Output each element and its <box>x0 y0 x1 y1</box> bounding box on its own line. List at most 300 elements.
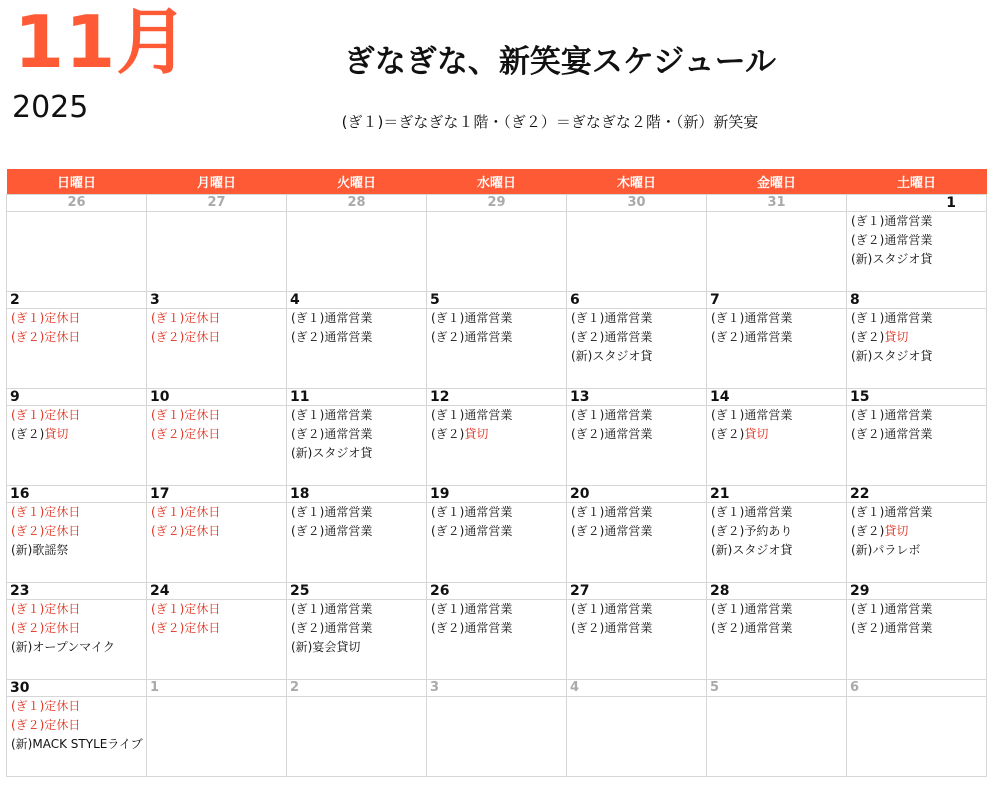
day-cell[interactable] <box>707 292 847 389</box>
schedule-entry <box>847 600 986 619</box>
schedule-entry <box>7 697 146 716</box>
schedule-entry <box>427 503 566 522</box>
schedule-entry <box>847 619 986 638</box>
status-text: 貸切 <box>744 427 769 441</box>
schedule-entry <box>707 600 846 619</box>
schedule-entry <box>7 328 146 347</box>
venue-prefix: (ぎ２) <box>11 524 45 538</box>
schedule-entry <box>847 347 986 366</box>
day-cell[interactable] <box>7 292 147 389</box>
schedule-entry <box>567 503 706 522</box>
venue-prefix: (ぎ２) <box>151 330 185 344</box>
day-cell[interactable] <box>7 486 147 583</box>
day-cell[interactable] <box>567 389 707 486</box>
venue-prefix: (ぎ２) <box>851 524 885 538</box>
day-cell[interactable] <box>847 292 987 389</box>
venue-prefix: (ぎ２) <box>711 330 745 344</box>
day-number: 29 <box>847 583 986 600</box>
venue-prefix: (ぎ１) <box>11 699 45 713</box>
schedule-entry <box>7 619 146 638</box>
day-cell[interactable] <box>707 195 847 292</box>
schedule-entry <box>707 619 846 638</box>
venue-prefix: (新) <box>851 252 873 266</box>
weekday-sunday: 日曜日 <box>7 169 147 195</box>
venue-prefix: (ぎ２) <box>851 621 885 635</box>
status-text: 貸切 <box>884 524 909 538</box>
day-number: 1 <box>847 195 986 212</box>
day-number: 25 <box>287 583 426 600</box>
weekday-saturday: 土曜日 <box>847 169 987 195</box>
schedule-entry <box>707 541 846 560</box>
day-cell[interactable] <box>707 583 847 680</box>
status-text: 通常営業 <box>324 621 373 635</box>
day-cell[interactable] <box>427 195 567 292</box>
venue-prefix: (ぎ１) <box>11 505 45 519</box>
venue-prefix: (新) <box>11 543 33 557</box>
status-text: 通常営業 <box>744 621 793 635</box>
schedule-entry <box>567 522 706 541</box>
status-text: 通常営業 <box>604 505 653 519</box>
day-cell[interactable] <box>567 292 707 389</box>
status-text: 通常営業 <box>324 602 373 616</box>
venue-prefix: (ぎ１) <box>431 602 465 616</box>
day-number: 13 <box>567 389 706 406</box>
day-number: 10 <box>147 389 286 406</box>
venue-prefix: (ぎ１) <box>151 311 185 325</box>
status-text: 通常営業 <box>744 330 793 344</box>
status-text: パラレボ <box>872 543 921 557</box>
day-cell[interactable] <box>7 389 147 486</box>
venue-prefix: (新) <box>291 446 313 460</box>
schedule-entry <box>287 328 426 347</box>
venue-prefix: (ぎ１) <box>851 214 885 228</box>
status-text: 通常営業 <box>464 602 513 616</box>
schedule-entry <box>7 716 146 735</box>
venue-prefix: (ぎ２) <box>851 233 885 247</box>
schedule-entry <box>567 347 706 366</box>
schedule-entry <box>847 231 986 250</box>
status-text: 定休日 <box>184 330 221 344</box>
venue-prefix: (ぎ２) <box>151 427 185 441</box>
schedule-entry <box>567 619 706 638</box>
day-cell[interactable] <box>7 680 147 777</box>
schedule-entry <box>147 600 286 619</box>
status-text: 定休日 <box>44 602 81 616</box>
day-number: 17 <box>147 486 286 503</box>
schedule-entry <box>147 425 286 444</box>
venue-prefix: (ぎ２) <box>431 524 465 538</box>
schedule-entry <box>7 638 146 657</box>
status-text: 通常営業 <box>324 505 373 519</box>
day-number: 22 <box>847 486 986 503</box>
venue-prefix: (ぎ２) <box>291 621 325 635</box>
week-row <box>7 389 987 486</box>
schedule-entry <box>847 522 986 541</box>
day-cell[interactable] <box>567 195 707 292</box>
day-number: 26 <box>427 583 566 600</box>
schedule-entry <box>847 328 986 347</box>
day-cell[interactable] <box>287 195 427 292</box>
day-number: 6 <box>847 680 986 697</box>
day-number: 1 <box>147 680 286 697</box>
status-text: スタジオ貸 <box>872 349 933 363</box>
day-cell[interactable] <box>147 583 287 680</box>
day-number: 19 <box>427 486 566 503</box>
venue-prefix: (ぎ２) <box>151 524 185 538</box>
status-text: 通常営業 <box>604 524 653 538</box>
status-text: 定休日 <box>44 408 81 422</box>
day-number: 3 <box>427 680 566 697</box>
day-number: 31 <box>707 195 846 212</box>
venue-prefix: (ぎ２) <box>151 621 185 635</box>
venue-prefix: (ぎ２) <box>431 427 465 441</box>
day-cell[interactable] <box>287 389 427 486</box>
schedule-entry <box>567 425 706 444</box>
week-row <box>7 195 987 292</box>
schedule-entry <box>847 406 986 425</box>
day-cell[interactable] <box>707 486 847 583</box>
day-cell[interactable] <box>7 583 147 680</box>
day-number: 2 <box>7 292 146 309</box>
venue-prefix: (ぎ２) <box>711 621 745 635</box>
day-number: 30 <box>7 680 146 697</box>
legend-text: (ぎ１)＝ぎなぎな１階・（ぎ２）＝ぎなぎな２階・（新）新笑宴 <box>341 113 759 131</box>
day-cell[interactable] <box>707 389 847 486</box>
schedule-entry <box>847 250 986 269</box>
schedule-entry <box>287 425 426 444</box>
status-text: 定休日 <box>44 621 81 635</box>
schedule-entry <box>147 619 286 638</box>
page-title: ぎなぎな、新笑宴スケジュール <box>343 44 777 80</box>
venue-prefix: (ぎ１) <box>431 408 465 422</box>
schedule-entry <box>7 406 146 425</box>
status-text: 通常営業 <box>324 427 373 441</box>
status-text: 通常営業 <box>744 505 793 519</box>
weekday-header-row <box>7 169 987 195</box>
venue-prefix: (ぎ１) <box>851 311 885 325</box>
status-text: 定休日 <box>44 330 81 344</box>
status-text: 通常営業 <box>884 602 933 616</box>
day-number: 16 <box>7 486 146 503</box>
day-cell[interactable] <box>287 680 427 777</box>
venue-prefix: (ぎ１) <box>151 505 185 519</box>
day-number: 5 <box>707 680 846 697</box>
status-text: 通常営業 <box>884 621 933 635</box>
day-cell[interactable] <box>147 195 287 292</box>
day-cell[interactable] <box>147 292 287 389</box>
venue-prefix: (ぎ２) <box>431 621 465 635</box>
venue-prefix: (ぎ１) <box>11 311 45 325</box>
day-number: 24 <box>147 583 286 600</box>
schedule-entry <box>147 503 286 522</box>
venue-prefix: (ぎ１) <box>711 505 745 519</box>
schedule-entry <box>7 735 146 754</box>
venue-prefix: (ぎ１) <box>711 602 745 616</box>
day-number: 11 <box>287 389 426 406</box>
status-text: 通常営業 <box>464 408 513 422</box>
day-cell[interactable] <box>427 292 567 389</box>
schedule-entry <box>847 425 986 444</box>
status-text: 定休日 <box>44 718 81 732</box>
day-cell[interactable] <box>427 680 567 777</box>
day-number: 18 <box>287 486 426 503</box>
schedule-entry <box>287 638 426 657</box>
year-label: 2025 <box>12 90 89 125</box>
day-cell[interactable] <box>7 195 147 292</box>
day-number: 27 <box>147 195 286 212</box>
status-text: スタジオ貸 <box>732 543 793 557</box>
schedule-entry <box>567 328 706 347</box>
schedule-entry <box>567 309 706 328</box>
status-text: 定休日 <box>184 505 221 519</box>
venue-prefix: (ぎ２) <box>11 718 45 732</box>
day-cell[interactable] <box>847 195 987 292</box>
status-text: MACK STYLEライブ <box>32 737 143 751</box>
schedule-entry <box>847 309 986 328</box>
status-text: オープンマイク <box>32 640 115 654</box>
status-text: 通常営業 <box>464 621 513 635</box>
day-cell[interactable] <box>147 680 287 777</box>
status-text: 通常営業 <box>744 311 793 325</box>
venue-prefix: (ぎ２) <box>711 427 745 441</box>
venue-prefix: (新) <box>11 640 33 654</box>
day-number: 30 <box>567 195 706 212</box>
schedule-entry <box>427 406 566 425</box>
status-text: 通常営業 <box>604 408 653 422</box>
day-number: 29 <box>427 195 566 212</box>
venue-prefix: (ぎ２) <box>11 330 45 344</box>
schedule-entry <box>7 503 146 522</box>
status-text: スタジオ貸 <box>872 252 933 266</box>
status-text: 通常営業 <box>324 330 373 344</box>
status-text: 通常営業 <box>884 505 933 519</box>
venue-prefix: (ぎ１) <box>711 408 745 422</box>
schedule-entry <box>427 309 566 328</box>
day-number: 27 <box>567 583 706 600</box>
schedule-entry <box>287 444 426 463</box>
month-title: 11月 <box>14 0 190 84</box>
venue-prefix: (ぎ１) <box>571 311 605 325</box>
status-text: 通常営業 <box>464 524 513 538</box>
status-text: 定休日 <box>184 621 221 635</box>
status-text: 貸切 <box>464 427 489 441</box>
status-text: 通常営業 <box>604 602 653 616</box>
status-text: 通常営業 <box>884 408 933 422</box>
day-number: 9 <box>7 389 146 406</box>
venue-prefix: (ぎ２) <box>571 427 605 441</box>
schedule-entry <box>427 619 566 638</box>
venue-prefix: (ぎ１) <box>571 602 605 616</box>
venue-prefix: (ぎ１) <box>431 505 465 519</box>
day-cell[interactable] <box>287 486 427 583</box>
status-text: 定休日 <box>44 699 81 713</box>
schedule-entry <box>7 541 146 560</box>
schedule-entry <box>847 212 986 231</box>
day-cell[interactable] <box>567 583 707 680</box>
status-text: 通常営業 <box>464 311 513 325</box>
schedule-entry <box>287 309 426 328</box>
status-text: 通常営業 <box>884 214 933 228</box>
schedule-entry <box>287 522 426 541</box>
day-cell[interactable] <box>567 486 707 583</box>
venue-prefix: (ぎ１) <box>11 602 45 616</box>
day-number: 23 <box>7 583 146 600</box>
schedule-entry <box>707 503 846 522</box>
weekday-friday: 金曜日 <box>707 169 847 195</box>
status-text: 通常営業 <box>604 330 653 344</box>
day-number: 3 <box>147 292 286 309</box>
venue-prefix: (ぎ１) <box>431 311 465 325</box>
venue-prefix: (ぎ１) <box>291 505 325 519</box>
status-text: 通常営業 <box>464 330 513 344</box>
status-text: 予約あり <box>744 524 793 538</box>
venue-prefix: (ぎ１) <box>851 408 885 422</box>
venue-prefix: (ぎ２) <box>11 621 45 635</box>
week-row <box>7 583 987 680</box>
day-cell[interactable] <box>847 583 987 680</box>
day-number: 28 <box>287 195 426 212</box>
status-text: 通常営業 <box>744 408 793 422</box>
venue-prefix: (新) <box>571 349 593 363</box>
venue-prefix: (ぎ１) <box>151 408 185 422</box>
day-cell[interactable] <box>847 486 987 583</box>
venue-prefix: (ぎ１) <box>291 408 325 422</box>
schedule-entry <box>147 309 286 328</box>
venue-prefix: (ぎ１) <box>151 602 185 616</box>
week-row <box>7 680 987 777</box>
status-text: 歌謡祭 <box>32 543 69 557</box>
status-text: 通常営業 <box>884 311 933 325</box>
schedule-entry <box>427 425 566 444</box>
day-cell[interactable] <box>427 389 567 486</box>
status-text: 宴会貸切 <box>312 640 361 654</box>
status-text: 通常営業 <box>604 311 653 325</box>
status-text: 貸切 <box>884 330 909 344</box>
schedule-entry <box>287 503 426 522</box>
venue-prefix: (ぎ２) <box>851 330 885 344</box>
venue-prefix: (ぎ２) <box>571 621 605 635</box>
day-number: 4 <box>567 680 706 697</box>
day-cell[interactable] <box>427 583 567 680</box>
day-cell[interactable] <box>287 583 427 680</box>
schedule-entry <box>707 522 846 541</box>
calendar-grid <box>6 169 987 777</box>
day-number: 12 <box>427 389 566 406</box>
status-text: 定休日 <box>44 524 81 538</box>
status-text: 通常営業 <box>604 427 653 441</box>
schedule-entry <box>707 406 846 425</box>
schedule-entry <box>707 425 846 444</box>
status-text: スタジオ貸 <box>592 349 653 363</box>
weekday-tuesday: 火曜日 <box>287 169 427 195</box>
day-cell[interactable] <box>567 680 707 777</box>
schedule-entry <box>847 503 986 522</box>
status-text: 定休日 <box>184 408 221 422</box>
day-cell[interactable] <box>147 389 287 486</box>
schedule-entry <box>287 619 426 638</box>
status-text: 定休日 <box>184 524 221 538</box>
status-text: 定休日 <box>184 311 221 325</box>
day-number: 8 <box>847 292 986 309</box>
venue-prefix: (ぎ１) <box>711 311 745 325</box>
status-text: 通常営業 <box>884 427 933 441</box>
schedule-entry <box>287 600 426 619</box>
venue-prefix: (ぎ１) <box>571 505 605 519</box>
schedule-entry <box>567 406 706 425</box>
day-cell[interactable] <box>427 486 567 583</box>
schedule-entry <box>147 328 286 347</box>
venue-prefix: (新) <box>851 349 873 363</box>
day-number: 14 <box>707 389 846 406</box>
day-number: 26 <box>7 195 146 212</box>
venue-prefix: (ぎ２) <box>431 330 465 344</box>
day-cell[interactable] <box>287 292 427 389</box>
week-row <box>7 292 987 389</box>
status-text: 通常営業 <box>604 621 653 635</box>
schedule-entry <box>707 328 846 347</box>
schedule-entry <box>7 425 146 444</box>
status-text: 通常営業 <box>324 524 373 538</box>
status-text: 貸切 <box>44 427 69 441</box>
venue-prefix: (ぎ２) <box>711 524 745 538</box>
schedule-entry <box>147 522 286 541</box>
schedule-entry <box>7 309 146 328</box>
venue-prefix: (ぎ１) <box>851 505 885 519</box>
status-text: 通常営業 <box>884 233 933 247</box>
day-cell[interactable] <box>847 680 987 777</box>
venue-prefix: (ぎ２) <box>291 524 325 538</box>
schedule-entry <box>7 600 146 619</box>
venue-prefix: (ぎ２) <box>571 524 605 538</box>
schedule-entry <box>427 522 566 541</box>
day-number: 20 <box>567 486 706 503</box>
schedule-entry <box>707 309 846 328</box>
schedule-entry <box>847 541 986 560</box>
venue-prefix: (ぎ２) <box>291 330 325 344</box>
status-text: 通常営業 <box>324 311 373 325</box>
venue-prefix: (ぎ１) <box>851 602 885 616</box>
day-number: 5 <box>427 292 566 309</box>
day-cell[interactable] <box>847 389 987 486</box>
venue-prefix: (ぎ１) <box>11 408 45 422</box>
schedule-entry <box>147 406 286 425</box>
venue-prefix: (ぎ２) <box>11 427 45 441</box>
day-cell[interactable] <box>707 680 847 777</box>
day-cell[interactable] <box>147 486 287 583</box>
day-number: 21 <box>707 486 846 503</box>
status-text: 定休日 <box>184 602 221 616</box>
status-text: スタジオ貸 <box>312 446 373 460</box>
venue-prefix: (ぎ１) <box>291 602 325 616</box>
venue-prefix: (ぎ２) <box>851 427 885 441</box>
day-number: 15 <box>847 389 986 406</box>
status-text: 定休日 <box>44 505 81 519</box>
day-number: 4 <box>287 292 426 309</box>
day-number: 2 <box>287 680 426 697</box>
venue-prefix: (新) <box>711 543 733 557</box>
schedule-entry <box>427 328 566 347</box>
weekday-monday: 月曜日 <box>147 169 287 195</box>
week-row <box>7 486 987 583</box>
venue-prefix: (ぎ２) <box>571 330 605 344</box>
status-text: 定休日 <box>44 311 81 325</box>
day-number: 28 <box>707 583 846 600</box>
day-number: 7 <box>707 292 846 309</box>
venue-prefix: (新) <box>851 543 873 557</box>
status-text: 定休日 <box>184 427 221 441</box>
venue-prefix: (新) <box>291 640 313 654</box>
venue-prefix: (ぎ２) <box>291 427 325 441</box>
